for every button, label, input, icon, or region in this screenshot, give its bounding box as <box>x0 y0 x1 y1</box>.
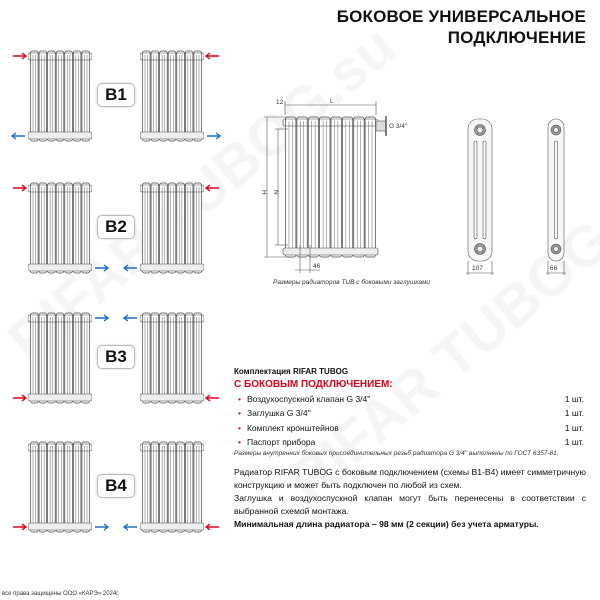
radiator-section <box>73 442 81 532</box>
supply-arrow-icon <box>204 394 220 402</box>
radiator-section <box>297 117 307 257</box>
supply-arrow-icon <box>204 52 220 60</box>
radiator-section <box>354 117 364 257</box>
item-name: • Воздухоспускной клапан G 3/4'' <box>234 394 371 404</box>
radiator-section <box>177 313 185 403</box>
item-name: • Заглушка G 3/4'' <box>234 408 311 418</box>
radiator-section <box>31 183 39 273</box>
return-arrow-icon <box>94 523 110 531</box>
supply-arrow-icon <box>204 184 220 192</box>
return-arrow-icon <box>94 264 110 272</box>
dim-N: N <box>272 190 279 195</box>
radiator-left <box>28 182 92 274</box>
radiator-section <box>39 51 47 141</box>
radiator-section <box>185 442 193 532</box>
radiator-section <box>56 51 64 141</box>
radiator-section <box>194 183 202 273</box>
radiator-front-view <box>283 117 378 257</box>
radiator-section <box>151 442 159 532</box>
drawing-caption: Размеры радиаторов TUB с боковыми заглушками <box>273 279 431 286</box>
radiator-section <box>168 51 176 141</box>
radiator-section <box>48 313 56 403</box>
item-name: • Комплект кронштейнов <box>234 423 339 433</box>
radiator-section <box>194 313 202 403</box>
radiator-section <box>185 183 193 273</box>
copyright: все права защищены ООО «КАРЭ» 2024г. <box>2 591 120 597</box>
radiator-section <box>160 442 168 532</box>
radiator-section <box>82 442 90 532</box>
radiator-section <box>185 313 193 403</box>
radiator-right <box>140 312 204 404</box>
radiator-section <box>56 183 64 273</box>
dim-107: 107 <box>472 265 483 272</box>
radiator-section <box>168 313 176 403</box>
radiator-section <box>31 51 39 141</box>
radiator-section <box>143 313 151 403</box>
return-arrow-icon <box>122 264 138 272</box>
radiator-section <box>160 183 168 273</box>
kit-heading: Комплектация RIFAR TUBOG <box>234 367 349 376</box>
radiator-section <box>56 313 64 403</box>
radiator-section <box>39 313 47 403</box>
radiator-section <box>151 183 159 273</box>
radiator-section <box>160 51 168 141</box>
description <box>234 466 586 531</box>
dim-12: 12 <box>276 99 284 106</box>
radiator-left <box>28 50 92 142</box>
radiator-section <box>342 117 352 257</box>
supply-arrow-icon <box>12 184 28 192</box>
radiator-section <box>65 442 73 532</box>
thread-label: G 3/4'' <box>389 123 408 130</box>
kit-note: Размеры внутренних боковых присоединительных резьб радиатора G 3/4'' выполнены по ГОСТ 6357-81. <box>234 450 559 457</box>
item-qty: 1 шт. <box>564 408 584 419</box>
scheme-label-b4: B4 <box>97 474 135 498</box>
radiator-section <box>160 313 168 403</box>
radiator-section <box>331 117 341 257</box>
radiator-section <box>177 183 185 273</box>
list-item <box>234 392 584 406</box>
radiator-section <box>73 313 81 403</box>
dim-L: L <box>330 98 334 105</box>
return-arrow-icon <box>122 523 138 531</box>
radiator-section <box>65 51 73 141</box>
return-arrow-icon <box>122 314 138 322</box>
title-line: БОКОВОЕ УНИВЕРСАЛЬНОЕ <box>336 7 586 26</box>
radiator-section <box>82 313 90 403</box>
radiator-section <box>143 442 151 532</box>
scheme-label-b2: B2 <box>97 215 135 239</box>
radiator-section <box>65 183 73 273</box>
item-name: • Паспорт прибора <box>234 437 315 447</box>
radiator-section <box>48 442 56 532</box>
kit-list <box>234 392 584 449</box>
description-p3: Минимальная длина радиатора – 98 мм (2 секции) без учета арматуры. <box>234 519 539 529</box>
radiator-section <box>82 183 90 273</box>
radiator-section <box>151 51 159 141</box>
list-item <box>234 435 584 449</box>
radiator-left <box>28 441 92 533</box>
radiator-section <box>320 117 330 257</box>
radiator-section <box>286 117 296 257</box>
radiator-section <box>39 442 47 532</box>
scheme-label-b1: B1 <box>97 83 135 107</box>
radiator-section <box>194 51 202 141</box>
radiator-section <box>82 51 90 141</box>
radiator-section <box>143 51 151 141</box>
return-arrow-icon <box>94 314 110 322</box>
radiator-section <box>31 442 39 532</box>
radiator-left <box>28 312 92 404</box>
kit-subheading: С БОКОВЫМ ПОДКЛЮЧЕНИЕМ: <box>234 379 393 390</box>
radiator-section <box>31 313 39 403</box>
list-item <box>234 421 584 435</box>
dim-66: 66 <box>550 265 558 272</box>
description-p2: Заглушка и воздухоспускной клапан могут быть перенесены в соответствии с выбранной схемой монтажа. <box>234 493 586 516</box>
radiator-right <box>140 50 204 142</box>
return-arrow-icon <box>10 132 26 140</box>
radiator-section <box>308 117 318 257</box>
return-arrow-icon <box>206 132 222 140</box>
list-item <box>234 406 584 420</box>
radiator-section <box>151 313 159 403</box>
supply-arrow-icon <box>12 52 28 60</box>
radiator-section <box>194 442 202 532</box>
radiator-section <box>185 51 193 141</box>
title-line: ПОДКЛЮЧЕНИЕ <box>447 28 586 47</box>
dimension-drawing <box>250 95 600 295</box>
supply-arrow-icon <box>204 523 220 531</box>
item-qty: 1 шт. <box>564 437 584 448</box>
item-qty: 1 шт. <box>564 394 584 405</box>
radiator-section <box>168 442 176 532</box>
item-qty: 1 шт. <box>564 422 584 433</box>
radiator-section <box>48 183 56 273</box>
radiator-section <box>56 442 64 532</box>
dim-H: H <box>260 190 267 195</box>
radiator-section <box>143 183 151 273</box>
supply-arrow-icon <box>12 394 28 402</box>
radiator-section <box>177 51 185 141</box>
radiator-section <box>365 117 375 257</box>
scheme-label-b3: B3 <box>97 345 135 369</box>
radiator-section <box>65 313 73 403</box>
radiator-right <box>140 182 204 274</box>
page-title <box>337 6 586 48</box>
supply-arrow-icon <box>12 523 28 531</box>
radiator-section <box>73 183 81 273</box>
dim-46: 46 <box>313 263 321 270</box>
radiator-section <box>39 183 47 273</box>
radiator-right <box>140 441 204 533</box>
radiator-section <box>177 442 185 532</box>
radiator-section <box>48 51 56 141</box>
radiator-section <box>73 51 81 141</box>
description-p1: Радиатор RIFAR TUBOG с боковым подключением (схемы B1-B4) имеет симметричную конструкцию и может быть подключен по любой из схем. <box>234 467 586 490</box>
radiator-section <box>168 183 176 273</box>
